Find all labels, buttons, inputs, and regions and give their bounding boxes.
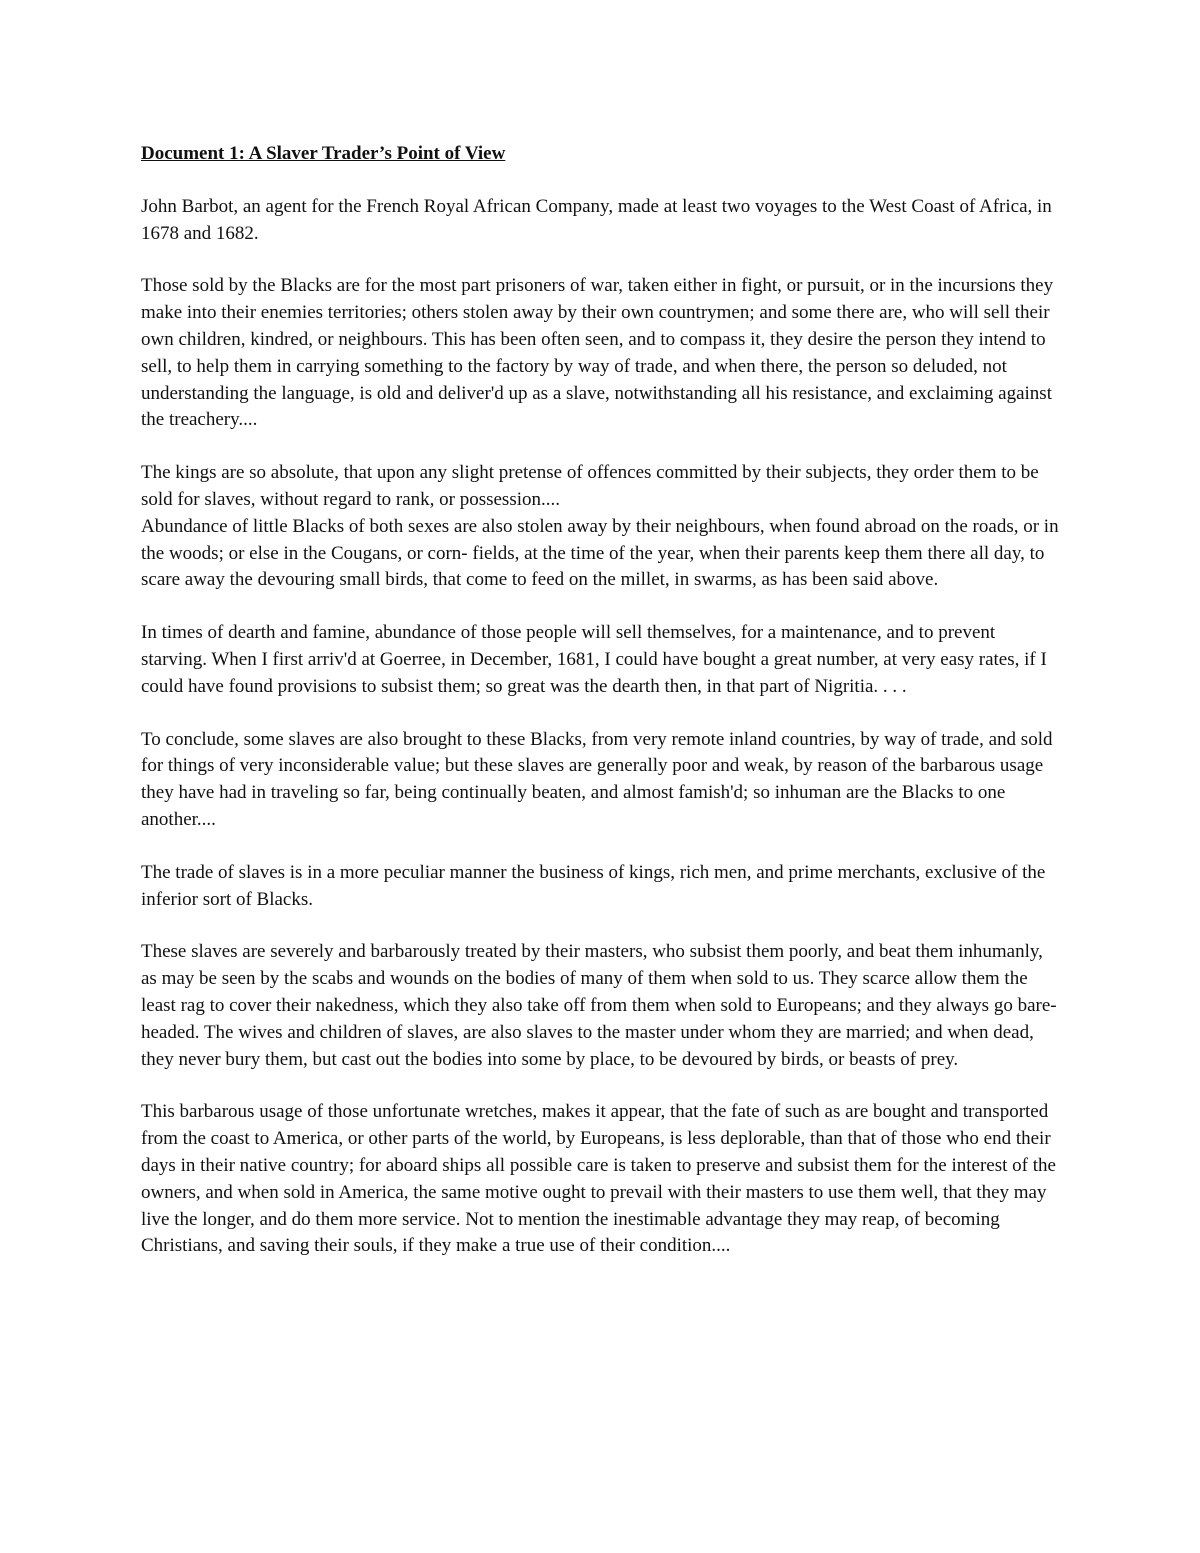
paragraph-prisoners-of-war: Those sold by the Blacks are for the most part prisoners of war, taken either in fight, or pursuit, or in the incursions they make into their enemies territories; others stolen away by their own countrymen; and some there are, who will sell their own children, kindred, or neighbours. This has been often seen, and to compass it, they desire the person they intend to sell, to help them in carrying something to the factory by way of trade, and when there, the person so deluded, not understanding the language, is old and deliver'd up as a slave, notwithstanding all his resistance, and exclaiming against the treachery.... [141,275,1054,431]
paragraph-treatment-by-masters: These slaves are severely and barbarously treated by their masters, who subsist them poorly, and beat them inhumanly, as may be seen by the scabs and wounds on the bodies of many of them when sold to us. They scarce allow them the least rag to cover their nakedness, which they also take off from them when sold to Europeans; and they always go bare- headed. The wives and children of slaves, are also slaves to the master under whom they are married; and when dead, they never bury them, but cast out the bodies into some by place, to be devoured by birds, or beasts of prey. [141,941,1057,1070]
paragraph-inland-trade: To conclude, some slaves are also brought to these Blacks, from very remote inland countries, by way of trade, and sold for things of very inconsiderable value; but these slaves are generally poor and weak, by reason of the barbarous usage they have had in traveling so far, being continually beaten, and almost famish'd; so inhuman are the Blacks to one another.... [141,728,1053,830]
document-title: Document 1: A Slaver Trader’s Point of View [141,143,506,164]
paragraph-stolen-children: Abundance of little Blacks of both sexes are also stolen away by their neighbours, when found abroad on the roads, or in the woods; or else in the Cougans, or corn- fields, at the time of the year, when their parents keep them there all day, to scare away the devouring small birds, that come to feed on the millet, in swarms, as has been said above. [141,515,1059,591]
paragraph-kings-absolute: The kings are so absolute, that upon any slight pretense of offences committed by their subjects, they order them to be sold for slaves, without regard to rank, or possession.... [141,462,1039,510]
intro-paragraph: John Barbot, an agent for the French Royal African Company, made at least two voyages to the West Coast of Africa, in 1678 and 1682. [141,195,1052,244]
paragraph-conclusion: This barbarous usage of those unfortunate wretches, makes it appear, that the fate of such as are bought and transported from the coast to America, or other parts of the world, by Europeans, is less deplorable, than that of those who end their days in their native country; for aboard ships all possible care is taken to preserve and subsist them for the interest of the owners, and when sold in America, the same motive ought to prevail with their masters to use them well, that they may live the longer, and do them more service. Not to mention the inestimable advantage they may reap, of becoming Christians, and saving their souls, if they make a true use of their condition.... [141,1101,1056,1257]
document-body [141,141,1061,1286]
paragraph-business-of-kings: The trade of slaves is in a more peculiar manner the business of kings, rich men, and prime merchants, exclusive of the inferior sort of Blacks. [141,861,1046,910]
paragraph-dearth-famine: In times of dearth and famine, abundance of those people will sell themselves, for a maintenance, and to prevent starving. When I first arriv'd at Goerree, in December, 1681, I could have bought a great number, at very easy rates, if I could have found provisions to subsist them; so great was the dearth then, in that part of Nigritia. . . . [141,622,1047,697]
